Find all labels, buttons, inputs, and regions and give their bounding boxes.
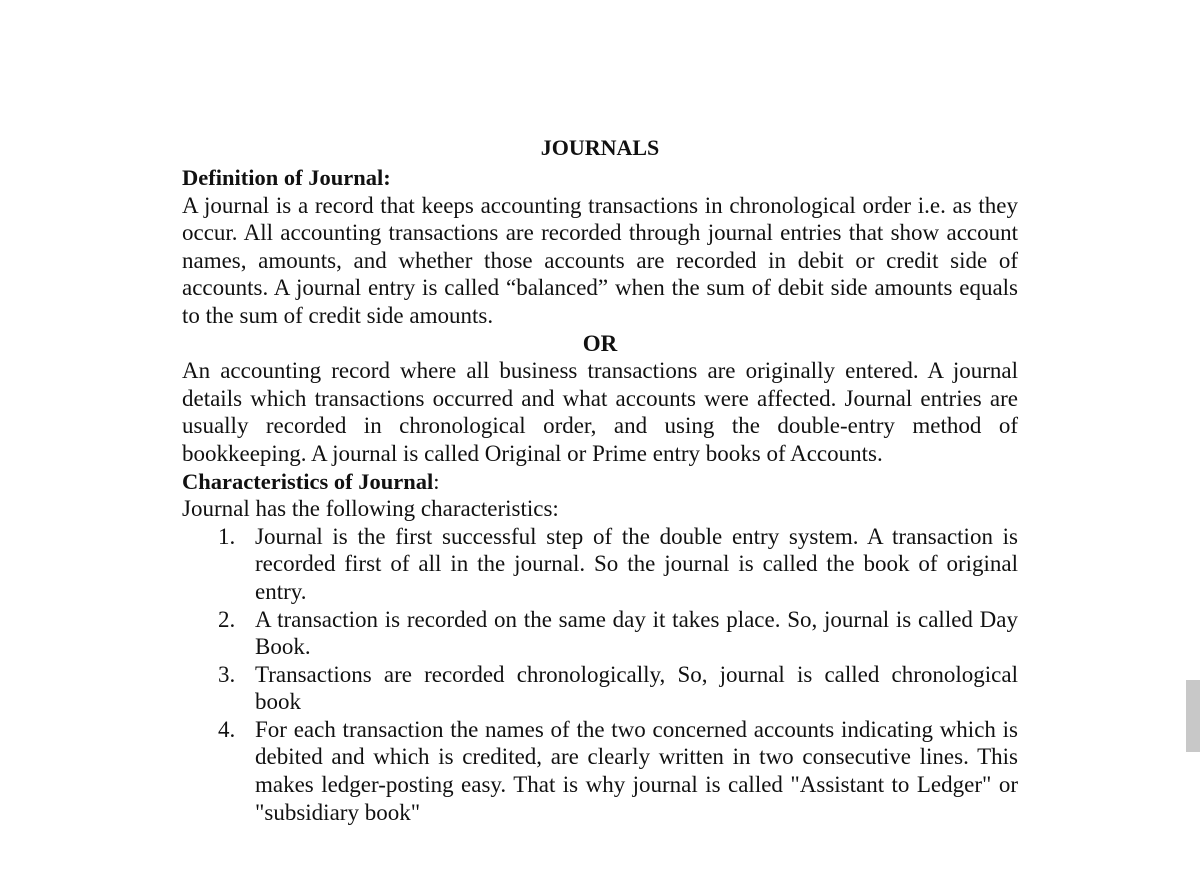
list-item-number: 3. [218,661,236,687]
list-item [182,606,1018,661]
list-item-text: Journal is the first successful step of the double entry system. A transaction is recorded first of all in the journal. So the journal is called the book of original entry. [255,523,1018,604]
page-title: JOURNALS [540,135,660,160]
definition-paragraph: A journal is a record that keeps accounting transactions in chronological order i.e. as they occur. All accounting transactions are recorded through journal entries that show account names, amounts, and whether those accounts are recorded in debit or credit side of accounts. A journal entry is called “balanced” when the sum of debit side amounts equals to the sum of credit side amounts. [182,192,1018,328]
list-item [182,661,1018,716]
or-separator: OR [582,330,618,356]
list-item-number: 1. [218,523,236,549]
characteristics-heading-text: Characteristics of Journal [182,468,434,494]
list-item-number: 4. [218,716,236,742]
definition-heading: Definition of Journal: [182,165,391,190]
vertical-scrollbar-thumb[interactable] [1186,680,1200,752]
characteristics-intro: Journal has the following characteristics: [182,496,559,522]
list-item-text: For each transaction the names of the two concerned accounts indicating which is debited and which is credited, are clearly written in two consecutive lines. This makes ledger-posting easy. That is why journal is called "Assistant to Ledger" or "subsidiary book" [255,716,1018,825]
list-item-text: A transaction is recorded on the same day it takes place. So, journal is called Day Book. [255,606,1018,660]
document-page [182,134,1018,826]
list-item-text: Transactions are recorded chronologically, So, journal is called chronological book [255,661,1018,715]
characteristics-heading-colon: : [433,468,440,494]
list-item [182,716,1018,826]
list-item-number: 2. [218,606,236,632]
definition-alt-paragraph: An accounting record where all business transactions are originally entered. A journal details which transactions occurred and what accounts were affected. Journal entries are usually recorded in chronological order, and using the double-entry method of bookkeeping. A journal is called Original or Prime entry books of Accounts. [182,358,1018,466]
characteristics-heading [182,468,1018,496]
characteristics-list [182,523,1018,827]
list-item [182,523,1018,606]
